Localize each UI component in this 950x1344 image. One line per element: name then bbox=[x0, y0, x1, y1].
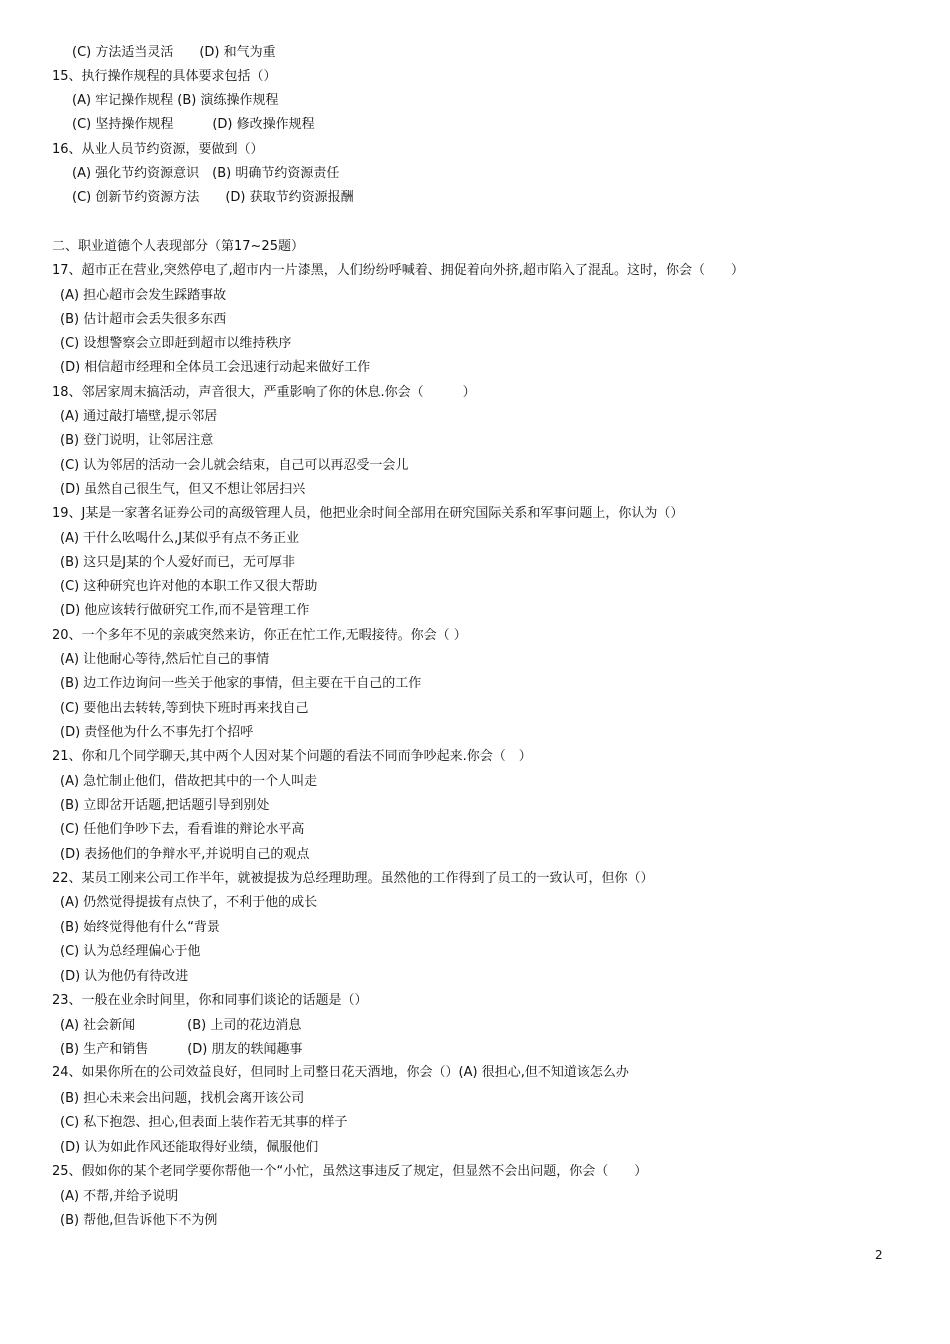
option-line: (A) 牢记操作规程 (B) 演练操作规程 bbox=[72, 93, 279, 108]
option-line: (C) 方法适当灵活 (D) 和气为重 bbox=[72, 45, 276, 60]
question-22: 22、某员工刚来公司工作半年，就被提拔为总经理助理。虽然他的工作得到了员工的一致认可，但你（） bbox=[52, 871, 654, 886]
option-line: (B) 边工作边询问一些关于他家的事情，但主要在干自己的工作 bbox=[60, 676, 422, 691]
question-18: 18、邻居家周末搞活动，声音很大，严重影响了你的休息.你会（ ） bbox=[52, 385, 476, 400]
option-line: (C) 坚持操作规程 (D) 修改操作规程 bbox=[72, 117, 315, 132]
option-line: (C) 这种研究也许对他的本职工作又很大帮助 bbox=[60, 579, 318, 594]
option-line: (C) 要他出去转转,等到快下班时再来找自己 bbox=[60, 701, 309, 716]
question-24: 24、如果你所在的公司效益良好，但同时上司整日花天酒地，你会（）(A) 很担心,但不知道该怎么办 bbox=[52, 1065, 629, 1080]
option-line: (D) 虽然自己很生气，但又不想让邻居扫兴 bbox=[60, 482, 306, 497]
question-25: 25、假如你的某个老同学要你帮他一个“小忙，虽然这事违反了规定，但显然不会出问题，你会（ ） bbox=[52, 1164, 648, 1179]
option-line: (A) 通过敲打墙壁,提示邻居 bbox=[60, 409, 218, 424]
option-line: (A) 急忙制止他们，借故把其中的一个人叫走 bbox=[60, 774, 318, 789]
option-line: (A) 让他耐心等待,然后忙自己的事情 bbox=[60, 652, 270, 667]
option-line: (C) 私下抱怨、担心,但表面上装作若无其事的样子 bbox=[60, 1115, 348, 1130]
option-line: (D) 责怪他为什么不事先打个招呼 bbox=[60, 725, 254, 740]
option-line: (A) 担心超市会发生踩踏事故 bbox=[60, 288, 227, 303]
question-17: 17、超市正在营业,突然停电了,超市内一片漆黑，人们纷纷呼喊着、拥促着向外挤,超市陷入了混乱。这时，你会（ ） bbox=[52, 263, 744, 278]
option-line: (D) 认为他仍有待改进 bbox=[60, 969, 189, 984]
option-line: (B) 估计超市会丢失很多东西 bbox=[60, 312, 227, 327]
option-line: (A) 不帮,并给予说明 bbox=[60, 1189, 179, 1204]
question-20: 20、一个多年不见的亲戚突然来访，你正在忙工作,无暇接待。你会（ ） bbox=[52, 628, 467, 643]
question-21: 21、你和几个同学聊天,其中两个人因对某个问题的看法不同而争吵起来.你会（ ） bbox=[52, 749, 532, 764]
option-line: (A) 强化节约资源意识 (B) 明确节约资源责任 bbox=[72, 166, 340, 181]
option-line: (A) 干什么吆喝什么,J某似乎有点不务正业 bbox=[60, 531, 300, 546]
option-line: (B) 帮他,但告诉他下不为例 bbox=[60, 1213, 218, 1228]
question-19: 19、J某是一家著名证券公司的高级管理人员，他把业余时间全部用在研究国际关系和军事问题上，你认为（） bbox=[52, 506, 684, 521]
option-line: (D) 表扬他们的争辩水平,并说明自己的观点 bbox=[60, 847, 310, 862]
option-line: (C) 任他们争吵下去，看看谁的辩论水平高 bbox=[60, 822, 305, 837]
section-heading: 二、职业道德个人表现部分（第17~25题） bbox=[52, 239, 304, 254]
question-15: 15、执行操作规程的具体要求包括（） bbox=[52, 69, 277, 84]
question-23: 23、一般在业余时间里，你和同事们谈论的话题是（） bbox=[52, 993, 368, 1008]
option-line: (C) 创新节约资源方法 (D) 获取节约资源报酬 bbox=[72, 190, 354, 205]
page-number: 2 bbox=[875, 1248, 883, 1262]
option-line: (B) 担心未来会出问题，找机会离开该公司 bbox=[60, 1091, 305, 1106]
option-line: (B) 始终觉得他有什么“背景 bbox=[60, 920, 220, 935]
option-line: (A) 社会新闻 (B) 上司的花边消息 bbox=[60, 1018, 302, 1033]
option-line: (D) 认为如此作风还能取得好业绩，佩服他们 bbox=[60, 1140, 319, 1155]
option-line: (A) 仍然觉得提拔有点快了，不利于他的成长 bbox=[60, 895, 318, 910]
option-line: (B) 登门说明，让邻居注意 bbox=[60, 433, 214, 448]
option-line: (C) 设想警察会立即赶到超市以维持秩序 bbox=[60, 336, 292, 351]
option-line: (C) 认为总经理偏心于他 bbox=[60, 944, 201, 959]
option-line: (C) 认为邻居的活动一会儿就会结束，自己可以再忍受一会儿 bbox=[60, 458, 409, 473]
option-line: (D) 他应该转行做研究工作,而不是管理工作 bbox=[60, 603, 310, 618]
question-16: 16、从业人员节约资源，要做到（） bbox=[52, 142, 264, 157]
option-line: (D) 相信超市经理和全体员工会迅速行动起来做好工作 bbox=[60, 360, 371, 375]
option-line: (B) 生产和销售 (D) 朋友的轶闻趣事 bbox=[60, 1042, 303, 1057]
option-line: (B) 这只是J某的个人爱好而已，无可厚非 bbox=[60, 555, 296, 570]
option-line: (B) 立即岔开话题,把话题引导到别处 bbox=[60, 798, 270, 813]
